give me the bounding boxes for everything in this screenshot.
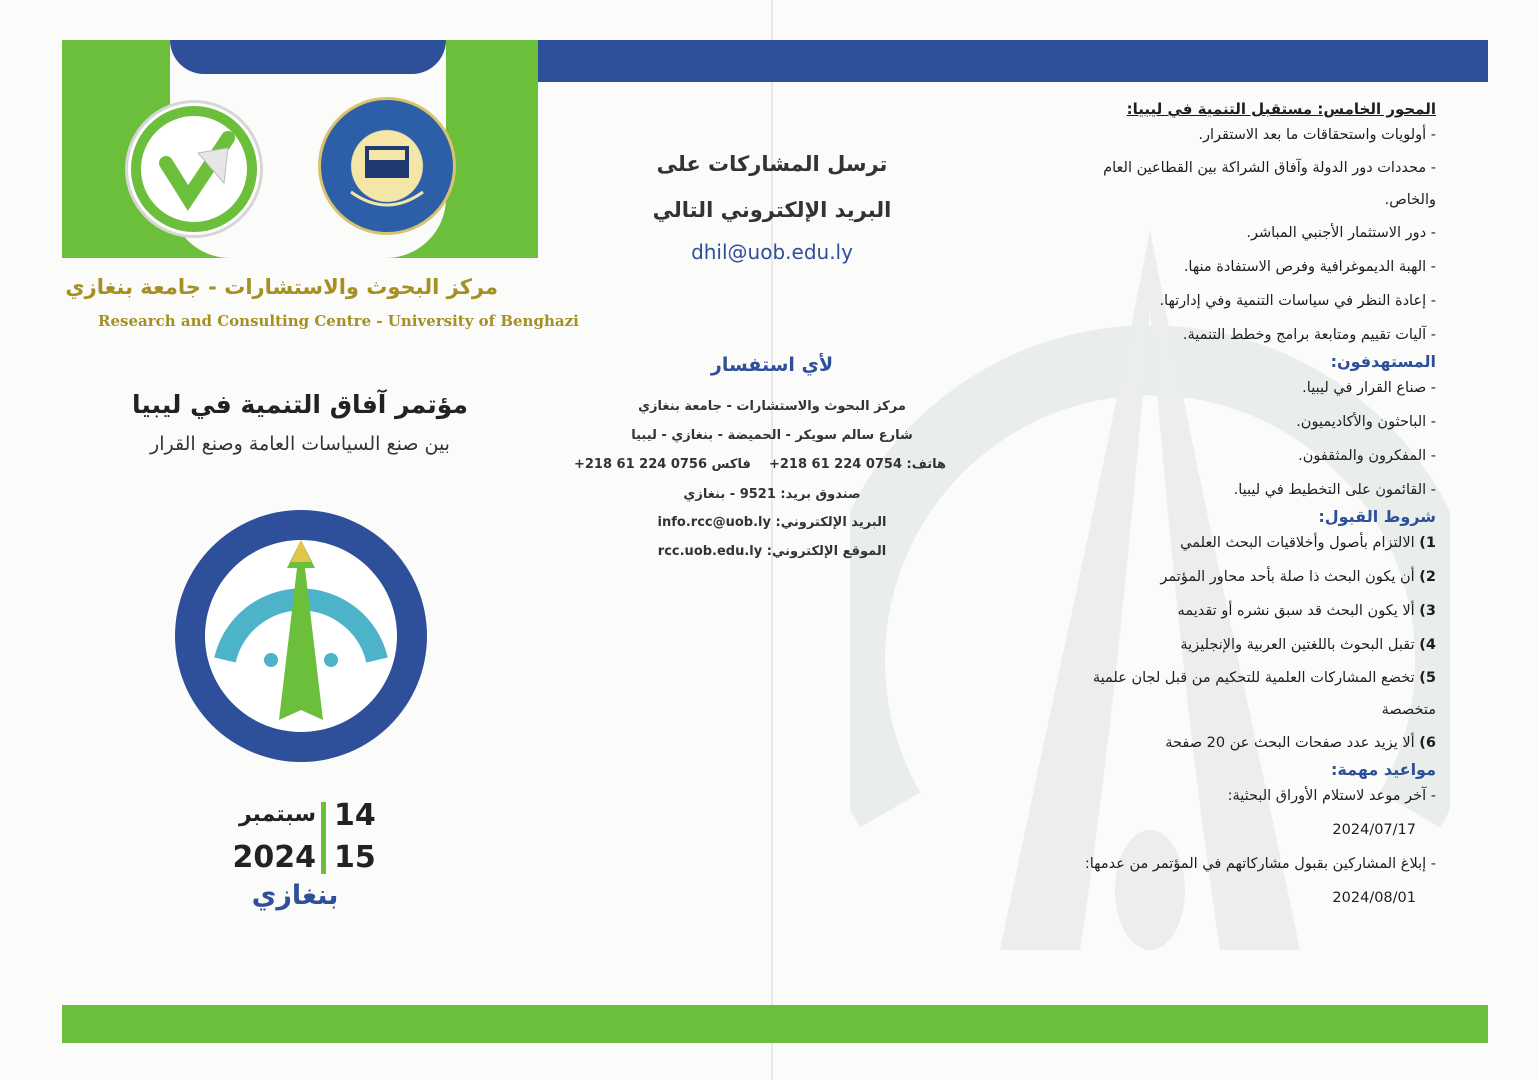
top-blue-band — [538, 40, 1488, 82]
list-item: - الباحثون والأكاديميون. — [1296, 414, 1436, 430]
list-item: - آليات تقييم ومتابعة برامج وخطط التنمية. — [1182, 327, 1436, 343]
list-item: - محددات دور الدولة وآفاق الشراكة بين القطاعين العام والخاص. — [1103, 160, 1436, 208]
submission-line-1: ترسل المشاركات على — [656, 152, 888, 176]
phone-number: +218 61 224 0754 — [768, 457, 902, 472]
list-item — [1050, 726, 1436, 760]
month: سبتمبر — [238, 802, 316, 827]
list-item: - إعادة النظر في سياسات التنمية وفي إدارتها. — [1159, 293, 1436, 309]
bottom-green-band — [62, 1005, 1488, 1043]
list-item: - آخر موعد لاستلام الأوراق البحثية: — [1227, 788, 1436, 804]
contact-email — [598, 515, 946, 530]
list-item — [1050, 560, 1436, 594]
condition-number: 1) — [1419, 535, 1436, 551]
deadlines-heading: مواعيد مهمة: — [1331, 760, 1436, 779]
list-item — [1050, 881, 1436, 915]
year: 2024 — [232, 840, 316, 875]
inquiry-heading: لأي استفسار — [710, 354, 834, 376]
condition-text: تخضع المشاركات العلمية للتحكيم من قبل لجان علمية متخصصة — [1092, 670, 1436, 718]
condition-number: 6) — [1419, 735, 1436, 751]
conditions-heading: شروط القبول: — [1318, 507, 1436, 526]
list-item: - القائمون على التخطيط في ليبيا. — [1233, 482, 1436, 498]
right-panel — [1050, 100, 1436, 915]
condition-number: 5) — [1419, 670, 1436, 686]
list-item: - الهبة الديموغرافية وفرص الاستفادة منها. — [1183, 259, 1436, 275]
contact-website — [598, 544, 946, 559]
targets-list — [1050, 371, 1436, 507]
targets-heading: المستهدفون: — [1330, 352, 1436, 371]
axis5-list — [1050, 118, 1436, 352]
email-label: البريد الإلكتروني: — [775, 515, 887, 530]
city: بنغازي — [251, 880, 339, 911]
uob-logo — [318, 97, 456, 235]
condition-text: ألا يزيد عدد صفحات البحث عن 20 صفحة — [1165, 735, 1415, 751]
uob-logo-icon — [321, 100, 453, 232]
list-item: - إبلاغ المشاركين بقبول مشاركاتهم في المؤتمر من عدمها: — [1084, 856, 1436, 872]
fax-label: فاكس — [711, 457, 751, 472]
fax-number: +218 61 224 0756 — [573, 457, 707, 472]
conditions-list — [1050, 526, 1436, 760]
day-start: 14 — [334, 798, 376, 833]
list-item — [1066, 662, 1436, 726]
list-item — [1050, 526, 1436, 560]
condition-number: 2) — [1419, 569, 1436, 585]
list-item — [1050, 594, 1436, 628]
condition-text: الالتزام بأصول وأخلاقيات البحث العلمي — [1180, 535, 1415, 551]
list-item — [1050, 628, 1436, 662]
rcc-logo — [125, 100, 263, 238]
deadline-date: 2024/07/17 — [1332, 822, 1416, 838]
email-link[interactable]: info.rcc@uob.ly — [657, 515, 771, 530]
emblem-arrow-icon — [175, 510, 427, 762]
list-item: - صناع القرار في ليبيا. — [1302, 380, 1436, 396]
axis5-heading: المحور الخامس: مستقبل التنمية في ليبيا: — [1126, 100, 1436, 118]
day-end: 15 — [334, 840, 376, 875]
submission-line-2: البريد الإلكتروني التالي — [652, 198, 892, 222]
website-label: الموقع الإلكتروني: — [766, 544, 887, 559]
pobox-label: صندوق بريد: — [780, 487, 861, 502]
conference-subtitle: بين صنع السياسات العامة وصنع القرار — [150, 433, 450, 455]
conference-title: مؤتمر آفاق التنمية في ليبيا — [132, 390, 468, 419]
center-name-english: Research and Consulting Centre - University of Benghazi — [98, 312, 579, 330]
condition-number: 3) — [1419, 603, 1436, 619]
header-blue-cap — [170, 40, 446, 74]
website-link[interactable]: rcc.uob.edu.ly — [657, 544, 763, 559]
submission-email-link[interactable]: dhil@uob.edu.ly — [691, 240, 853, 264]
phone-label: هاتف: — [906, 457, 946, 472]
list-item: - دور الاستثمار الأجنبي المباشر. — [1246, 225, 1436, 241]
deadlines-list — [1050, 779, 1436, 915]
condition-number: 4) — [1419, 637, 1436, 653]
condition-text: أن يكون البحث ذا صلة بأحد محاور المؤتمر — [1160, 569, 1415, 585]
condition-text: ألا يكون البحث قد سبق نشره أو تقديمه — [1177, 603, 1415, 619]
conference-emblem — [175, 510, 427, 762]
rcc-logo-icon — [128, 103, 260, 235]
contact-address: شارع سالم سويكر - الحميضة - بنغازي - ليبيا — [631, 428, 913, 443]
contact-phone-fax — [573, 457, 946, 472]
list-item: - أولويات واستحقاقات ما بعد الاستقرار. — [1198, 127, 1436, 143]
list-item: - المفكرون والمثقفون. — [1298, 448, 1436, 464]
deadline-date: 2024/08/01 — [1332, 890, 1416, 906]
center-name-arabic: مركز البحوث والاستشارات - جامعة بنغازي — [65, 275, 498, 299]
contact-org: مركز البحوث والاستشارات - جامعة بنغازي — [638, 399, 906, 414]
date-divider — [321, 802, 326, 874]
list-item — [1050, 813, 1436, 847]
pobox-value: 9521 - بنغازي — [683, 487, 776, 502]
contact-pobox — [598, 487, 946, 502]
condition-text: تقبل البحوث باللغتين العربية والإنجليزية — [1180, 637, 1415, 653]
